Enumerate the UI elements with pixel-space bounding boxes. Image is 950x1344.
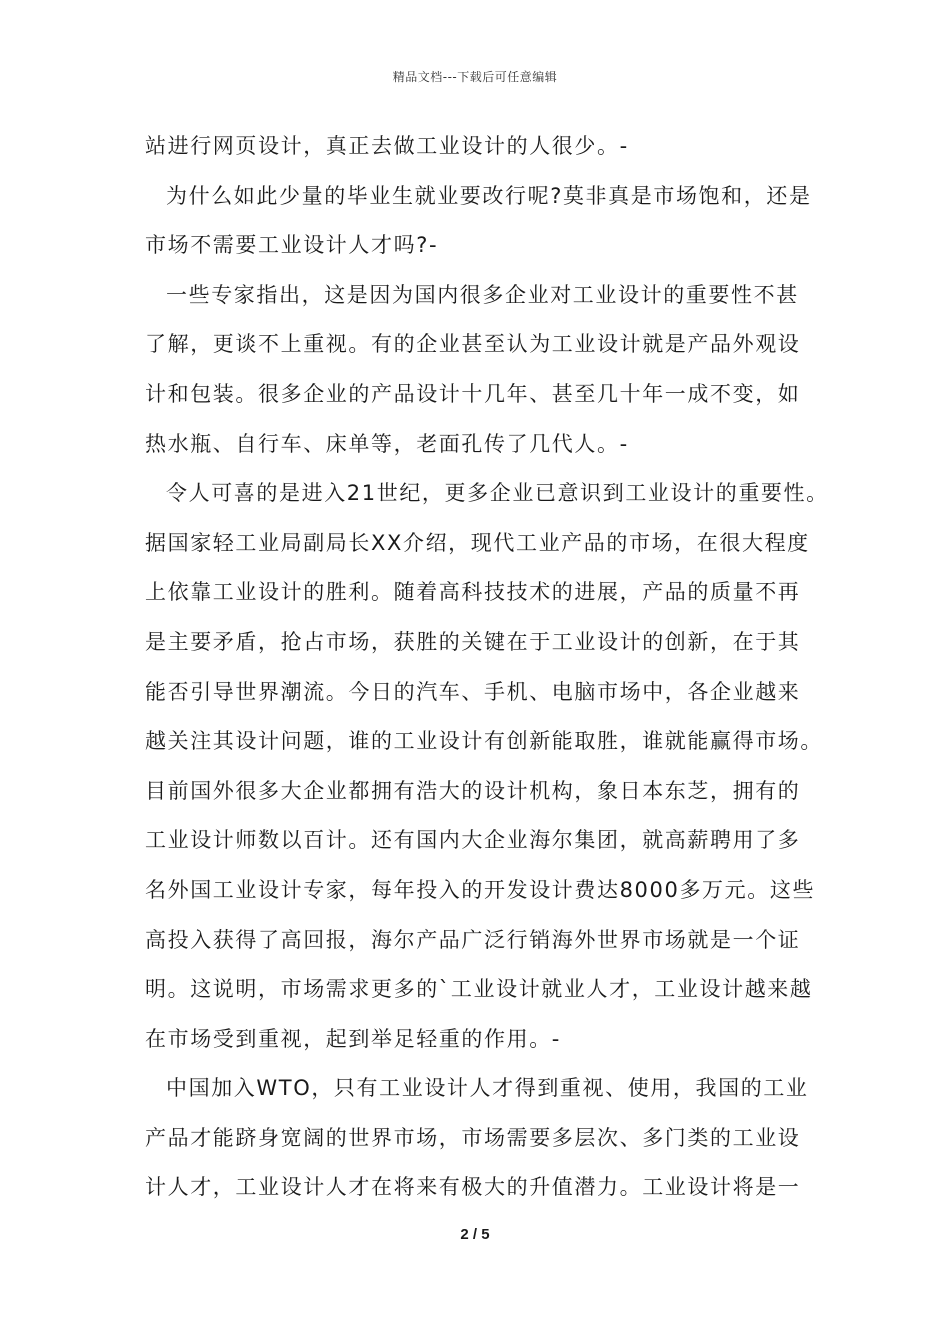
page-number: 2 / 5 xyxy=(460,1226,490,1243)
page-header: 精品文档---下载后可任意编辑 xyxy=(392,70,558,84)
text-line: 了解，更谈不上重视。有的企业甚至认为工业设计就是产品外观设 xyxy=(145,332,801,357)
text-line: 据国家轻工业局副局长XX介绍，现代工业产品的市场，在很大程度 xyxy=(145,530,810,555)
text-line: 越关注其设计问题，谁的工业设计有创新能取胜，谁就能赢得市场。 xyxy=(145,729,823,754)
text-line: 市场不需要工业设计人才吗?- xyxy=(145,233,439,258)
text-line: 工业设计师数以百计。还有国内大企业海尔集团，就高薪聘用了多 xyxy=(145,828,801,853)
text-line: 在市场受到重视，起到举足轻重的作用。- xyxy=(145,1026,561,1051)
text-line: 目前国外很多大企业都拥有浩大的设计机构，象日本东芝，拥有的 xyxy=(145,778,801,803)
text-line: 名外国工业设计专家，每年投入的开发设计费达8000多万元。这些 xyxy=(145,877,816,902)
text-line: 站进行网页设计，真正去做工业设计的人很少。- xyxy=(145,134,629,158)
text-line: 热水瓶、自行车、床单等，老面孔传了几代人。- xyxy=(145,431,629,456)
text-line: 明。这说明，市场需求更多的`工业设计就业人才，工业设计越来越 xyxy=(145,977,813,1002)
text-line: 能否引导世界潮流。今日的汽车、手机、电脑市场中，各企业越来 xyxy=(145,679,801,704)
text-line: 令人可喜的是进入21世纪，更多企业已意识到工业设计的重要性。 xyxy=(166,481,829,506)
text-line: 为什么如此少量的毕业生就业要改行呢?莫非真是市场饱和，还是 xyxy=(166,183,812,208)
text-line: 一些专家指出，这是因为国内很多企业对工业设计的重要性不甚 xyxy=(166,282,799,307)
text-line: 产品才能跻身宽阔的世界市场，市场需要多层次、多门类的工业设 xyxy=(145,1125,801,1150)
text-line: 中国加入WTO，只有工业设计人才得到重视、使用，我国的工业 xyxy=(166,1076,809,1101)
text-line: 计和包装。很多企业的产品设计十几年、甚至几十年一成不变，如 xyxy=(145,381,801,406)
text-line: 是主要矛盾，抢占市场，获胜的关键在于工业设计的创新，在于其 xyxy=(145,629,801,654)
text-line: 计人才，工业设计人才在将来有极大的升值潜力。工业设计将是一 xyxy=(145,1175,801,1200)
text-line: 上依靠工业设计的胜利。随着高科技技术的进展，产品的质量不再 xyxy=(145,580,801,605)
text-line: 高投入获得了高回报，海尔产品广泛行销海外世界市场就是一个证 xyxy=(145,927,801,952)
document-body xyxy=(145,122,829,1213)
